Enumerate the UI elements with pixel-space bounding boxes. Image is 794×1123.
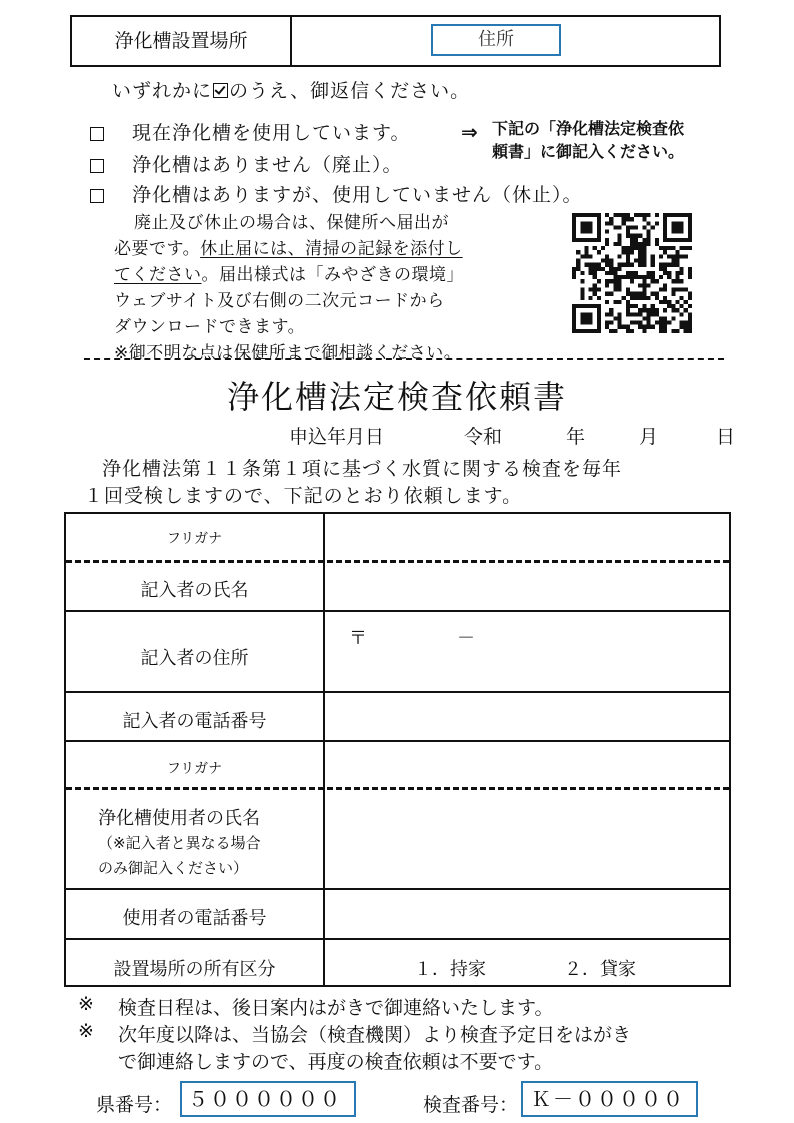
row-divider bbox=[66, 691, 729, 693]
notice-line: ウェブサイト及び右側の二次元コードから bbox=[114, 291, 445, 311]
row-divider bbox=[66, 888, 729, 890]
user-note-line1: （※記入者と異なる場合 bbox=[98, 834, 261, 852]
dashed-divider bbox=[66, 787, 729, 790]
notice-line: 廃止及び休止の場合は、保健所へ届出が bbox=[134, 213, 449, 233]
location-label: 浄化槽設置場所 bbox=[72, 17, 292, 65]
option-suspended[interactable] bbox=[90, 180, 583, 207]
inspection-number-label: 検査番号： bbox=[423, 1094, 519, 1116]
table-divider bbox=[323, 514, 325, 985]
option-abolished[interactable] bbox=[90, 150, 403, 177]
checkbox-icon[interactable] bbox=[90, 189, 104, 203]
ownership-option-rented[interactable]: ２．貸家 bbox=[564, 959, 636, 980]
intro-line1: 浄化槽法第１１条第１項に基づく水質に関する検査を毎年 bbox=[102, 458, 623, 480]
arrow-right-icon: ⇒ bbox=[461, 120, 478, 144]
checkbox-checked-icon bbox=[213, 83, 228, 98]
furigana-label: フリガナ bbox=[166, 531, 223, 547]
arrow-note-line1: 下記の「浄化槽法定検査依 bbox=[492, 119, 685, 138]
address-field[interactable]: 住所 bbox=[431, 24, 561, 56]
notice-line bbox=[114, 262, 464, 288]
ownership-label: 設置場所の所有区分 bbox=[113, 959, 276, 980]
notice-underlined: 休止届には、清掃の記録を添付し bbox=[200, 239, 463, 259]
row-divider bbox=[66, 740, 729, 742]
option-label: 浄化槽はありますが、使用していません（休止）。 bbox=[132, 184, 583, 206]
writer-name-label: 記入者の氏名 bbox=[140, 580, 249, 601]
notice-line bbox=[114, 236, 464, 262]
note-mark: ※ bbox=[78, 993, 94, 1015]
date-month: 月 bbox=[639, 426, 659, 448]
cut-line bbox=[84, 358, 724, 360]
pref-number-field[interactable]: ５００００００ bbox=[180, 1081, 356, 1117]
checkbox-icon[interactable] bbox=[90, 127, 104, 141]
notice-text: 。届出様式は「みやざきの環境」 bbox=[201, 265, 464, 285]
user-name-label: 浄化槽使用者の氏名 bbox=[98, 808, 260, 829]
row-divider bbox=[66, 938, 729, 940]
dashed-divider bbox=[66, 560, 729, 563]
date-day: 日 bbox=[716, 426, 736, 448]
qr-code-icon[interactable] bbox=[572, 213, 692, 333]
request-form-table bbox=[64, 512, 731, 987]
writer-phone-label: 記入者の電話番号 bbox=[122, 711, 267, 732]
user-phone-label: 使用者の電話番号 bbox=[122, 908, 267, 929]
reply-instruction-after: のうえ、御返信ください。 bbox=[229, 80, 471, 102]
postal-mark: 〒 bbox=[349, 628, 367, 649]
option-label: 現在浄化槽を使用しています。 bbox=[132, 122, 411, 144]
date-year: 年 bbox=[566, 426, 586, 448]
row-divider bbox=[66, 610, 729, 612]
notice-text: 必要です。 bbox=[114, 239, 201, 259]
ownership-option-owned[interactable]: １．持家 bbox=[414, 959, 486, 980]
reply-instruction-before: いずれかに bbox=[112, 80, 213, 102]
page-title: 浄化槽法定検査依頼書 bbox=[226, 378, 567, 416]
note-2-line2: で御連絡しますので、再度の検査依頼は不要です。 bbox=[118, 1051, 554, 1073]
arrow-note-line2: 頼書」に御記入ください。 bbox=[492, 142, 685, 161]
reply-instruction bbox=[112, 76, 470, 103]
notice-block bbox=[114, 210, 464, 366]
note-mark: ※ bbox=[78, 1020, 94, 1042]
date-era: 令和 bbox=[464, 426, 503, 448]
location-table bbox=[70, 15, 721, 67]
writer-address-label: 記入者の住所 bbox=[140, 648, 249, 669]
checkbox-icon[interactable] bbox=[90, 159, 104, 173]
pref-number-label: 県番号： bbox=[96, 1094, 173, 1116]
notice-line: ダウンロードできます。 bbox=[114, 317, 306, 337]
option-label: 浄化槽はありません（廃止）。 bbox=[132, 154, 403, 176]
furigana-label: フリガナ bbox=[166, 761, 223, 777]
user-note-line2: のみ御記入ください） bbox=[98, 859, 249, 877]
arrow-note bbox=[492, 117, 684, 163]
intro-line2: １回受検しますので、下記のとおり依頼します。 bbox=[84, 485, 523, 507]
option-in-use[interactable] bbox=[90, 118, 411, 145]
note-1: 検査日程は、後日案内はがきで御連絡いたします。 bbox=[118, 997, 554, 1019]
postal-dash: － bbox=[457, 628, 475, 649]
notice-line: ※御不明な点は保健所まで御相談ください。 bbox=[114, 343, 462, 363]
note-2-line1: 次年度以降は、当協会（検査機関）より検査予定日をはがき bbox=[118, 1024, 632, 1046]
notice-underlined: てください bbox=[114, 265, 202, 285]
date-label: 申込年月日 bbox=[289, 426, 385, 448]
inspection-number-field[interactable]: Ｋ－０００００ bbox=[521, 1081, 698, 1117]
